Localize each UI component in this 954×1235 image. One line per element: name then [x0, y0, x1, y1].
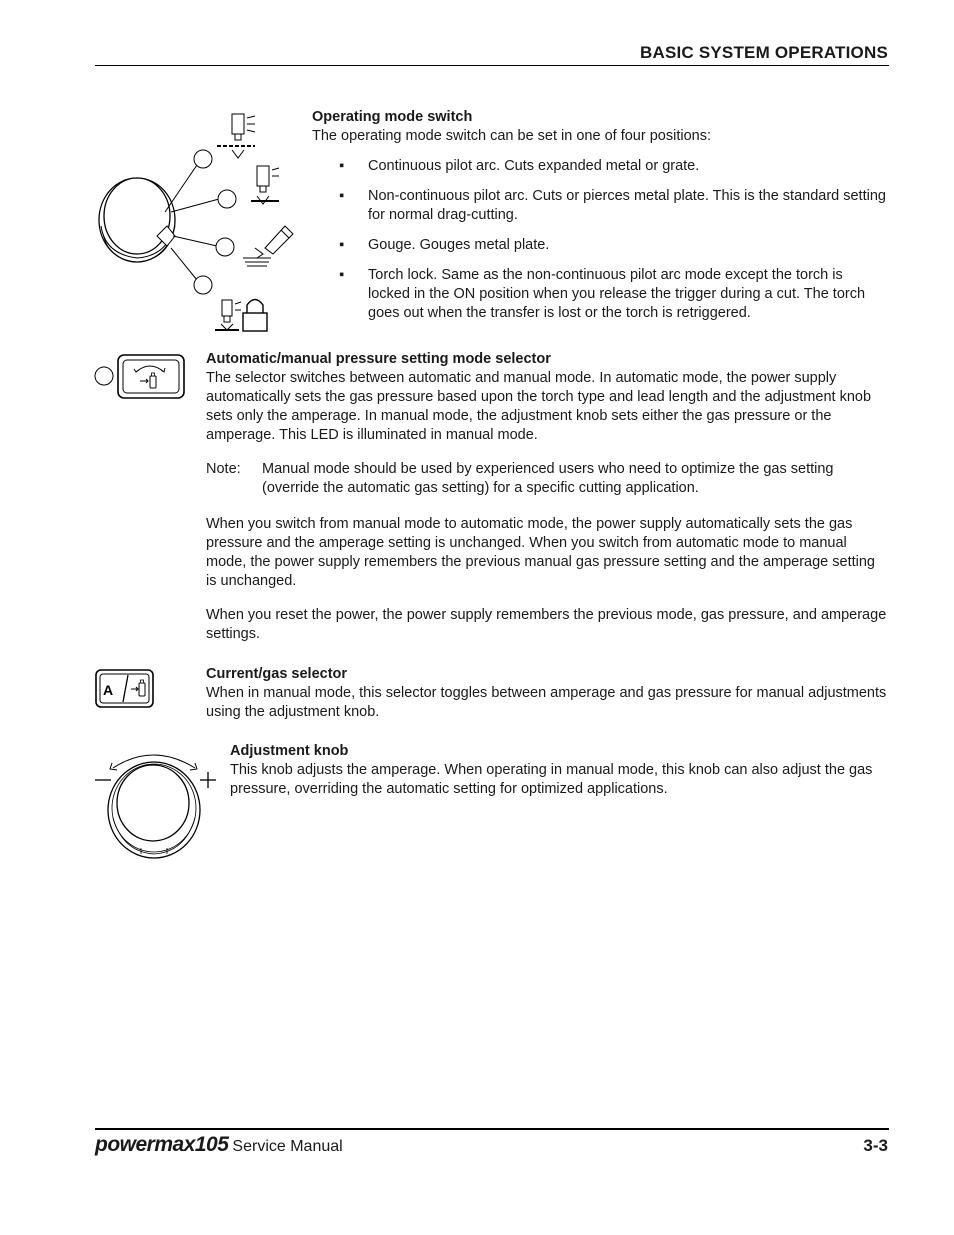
operating-mode-list: [312, 157, 888, 334]
pressure-selector-body: The selector switches between automatic and manual mode. In automatic mode, the power supply automatically sets the gas pressure based upon the torch type and lead length and the adjustment knob sets only the amperage. In manual mode, the adjustment knob sets either the gas pressure or the amperage. This LED is illuminated in manual mode.: [206, 370, 872, 443]
footer-rule: [95, 1128, 889, 1130]
note-label: Note:: [206, 461, 241, 477]
brand-logo-text: powermax105: [95, 1133, 229, 1156]
bullet-text: Continuous pilot arc. Cuts expanded metal or grate.: [368, 158, 700, 174]
bullet-text: Gouge. Gouges metal plate.: [368, 237, 550, 253]
adjustment-knob-illustration: [93, 748, 223, 860]
bullet-marker: ▪: [339, 267, 345, 283]
footer-brand: [95, 1133, 343, 1157]
bullet-marker: ▪: [339, 188, 345, 204]
pressure-selector-para3: When you reset the power, the power supply remembers the previous mode, gas pressure, and amperage settings.: [206, 607, 887, 642]
note-text: Manual mode should be used by experienced users who need to optimize the gas setting (override the automatic gas setting) for a specific cutting application.: [262, 461, 834, 496]
bullet-marker: ▪: [339, 237, 345, 253]
list-item: [312, 236, 888, 255]
bullet-marker: ▪: [339, 158, 345, 174]
list-item: [312, 157, 888, 176]
bullet-text: Non-continuous pilot arc. Cuts or pierces metal plate. This is the standard setting for normal drag-cutting.: [368, 188, 886, 223]
amperage-letter: A: [103, 682, 114, 698]
page-number: 3-3: [863, 1136, 888, 1155]
header-rule: [95, 65, 889, 66]
footer-subtitle: Service Manual: [232, 1138, 343, 1155]
adjustment-knob-heading: Adjustment knob: [230, 743, 349, 759]
pressure-selector-heading: Automatic/manual pressure setting mode selector: [206, 351, 551, 367]
adjustment-knob-body: This knob adjusts the amperage. When operating in manual mode, this knob can also adjust the gas pressure, overriding the automatic setting for optimized applications.: [230, 762, 873, 797]
list-item: [312, 266, 888, 323]
pressure-selector-note: [206, 460, 888, 498]
current-gas-body: When in manual mode, this selector toggles between amperage and gas pressure for manual adjustments using the adjustment knob.: [206, 685, 887, 720]
pressure-selector-para2: When you switch from manual mode to automatic mode, the power supply automatically sets the gas pressure and the amperage setting is unchanged. When you switch from automatic mode to manual mode, the power supply remembers the previous manual gas pressure setting and the amperage setting is unchanged.: [206, 516, 875, 589]
section-header-title: BASIC SYSTEM OPERATIONS: [640, 43, 888, 62]
pressure-mode-selector-icon: [94, 354, 186, 400]
current-gas-selector-icon: [95, 669, 155, 709]
current-gas-heading: Current/gas selector: [206, 666, 348, 682]
operating-mode-intro: The operating mode switch can be set in one of four positions:: [312, 128, 711, 144]
list-item: [312, 187, 888, 225]
operating-mode-heading: Operating mode switch: [312, 109, 473, 125]
bullet-text: Torch lock. Same as the non-continuous pilot arc mode except the torch is locked in the ON position when you release the trigger during a cut. The torch goes out when the transfer is lost or the torch is retriggered.: [368, 267, 866, 321]
operating-mode-switch-illustration: [95, 108, 295, 338]
